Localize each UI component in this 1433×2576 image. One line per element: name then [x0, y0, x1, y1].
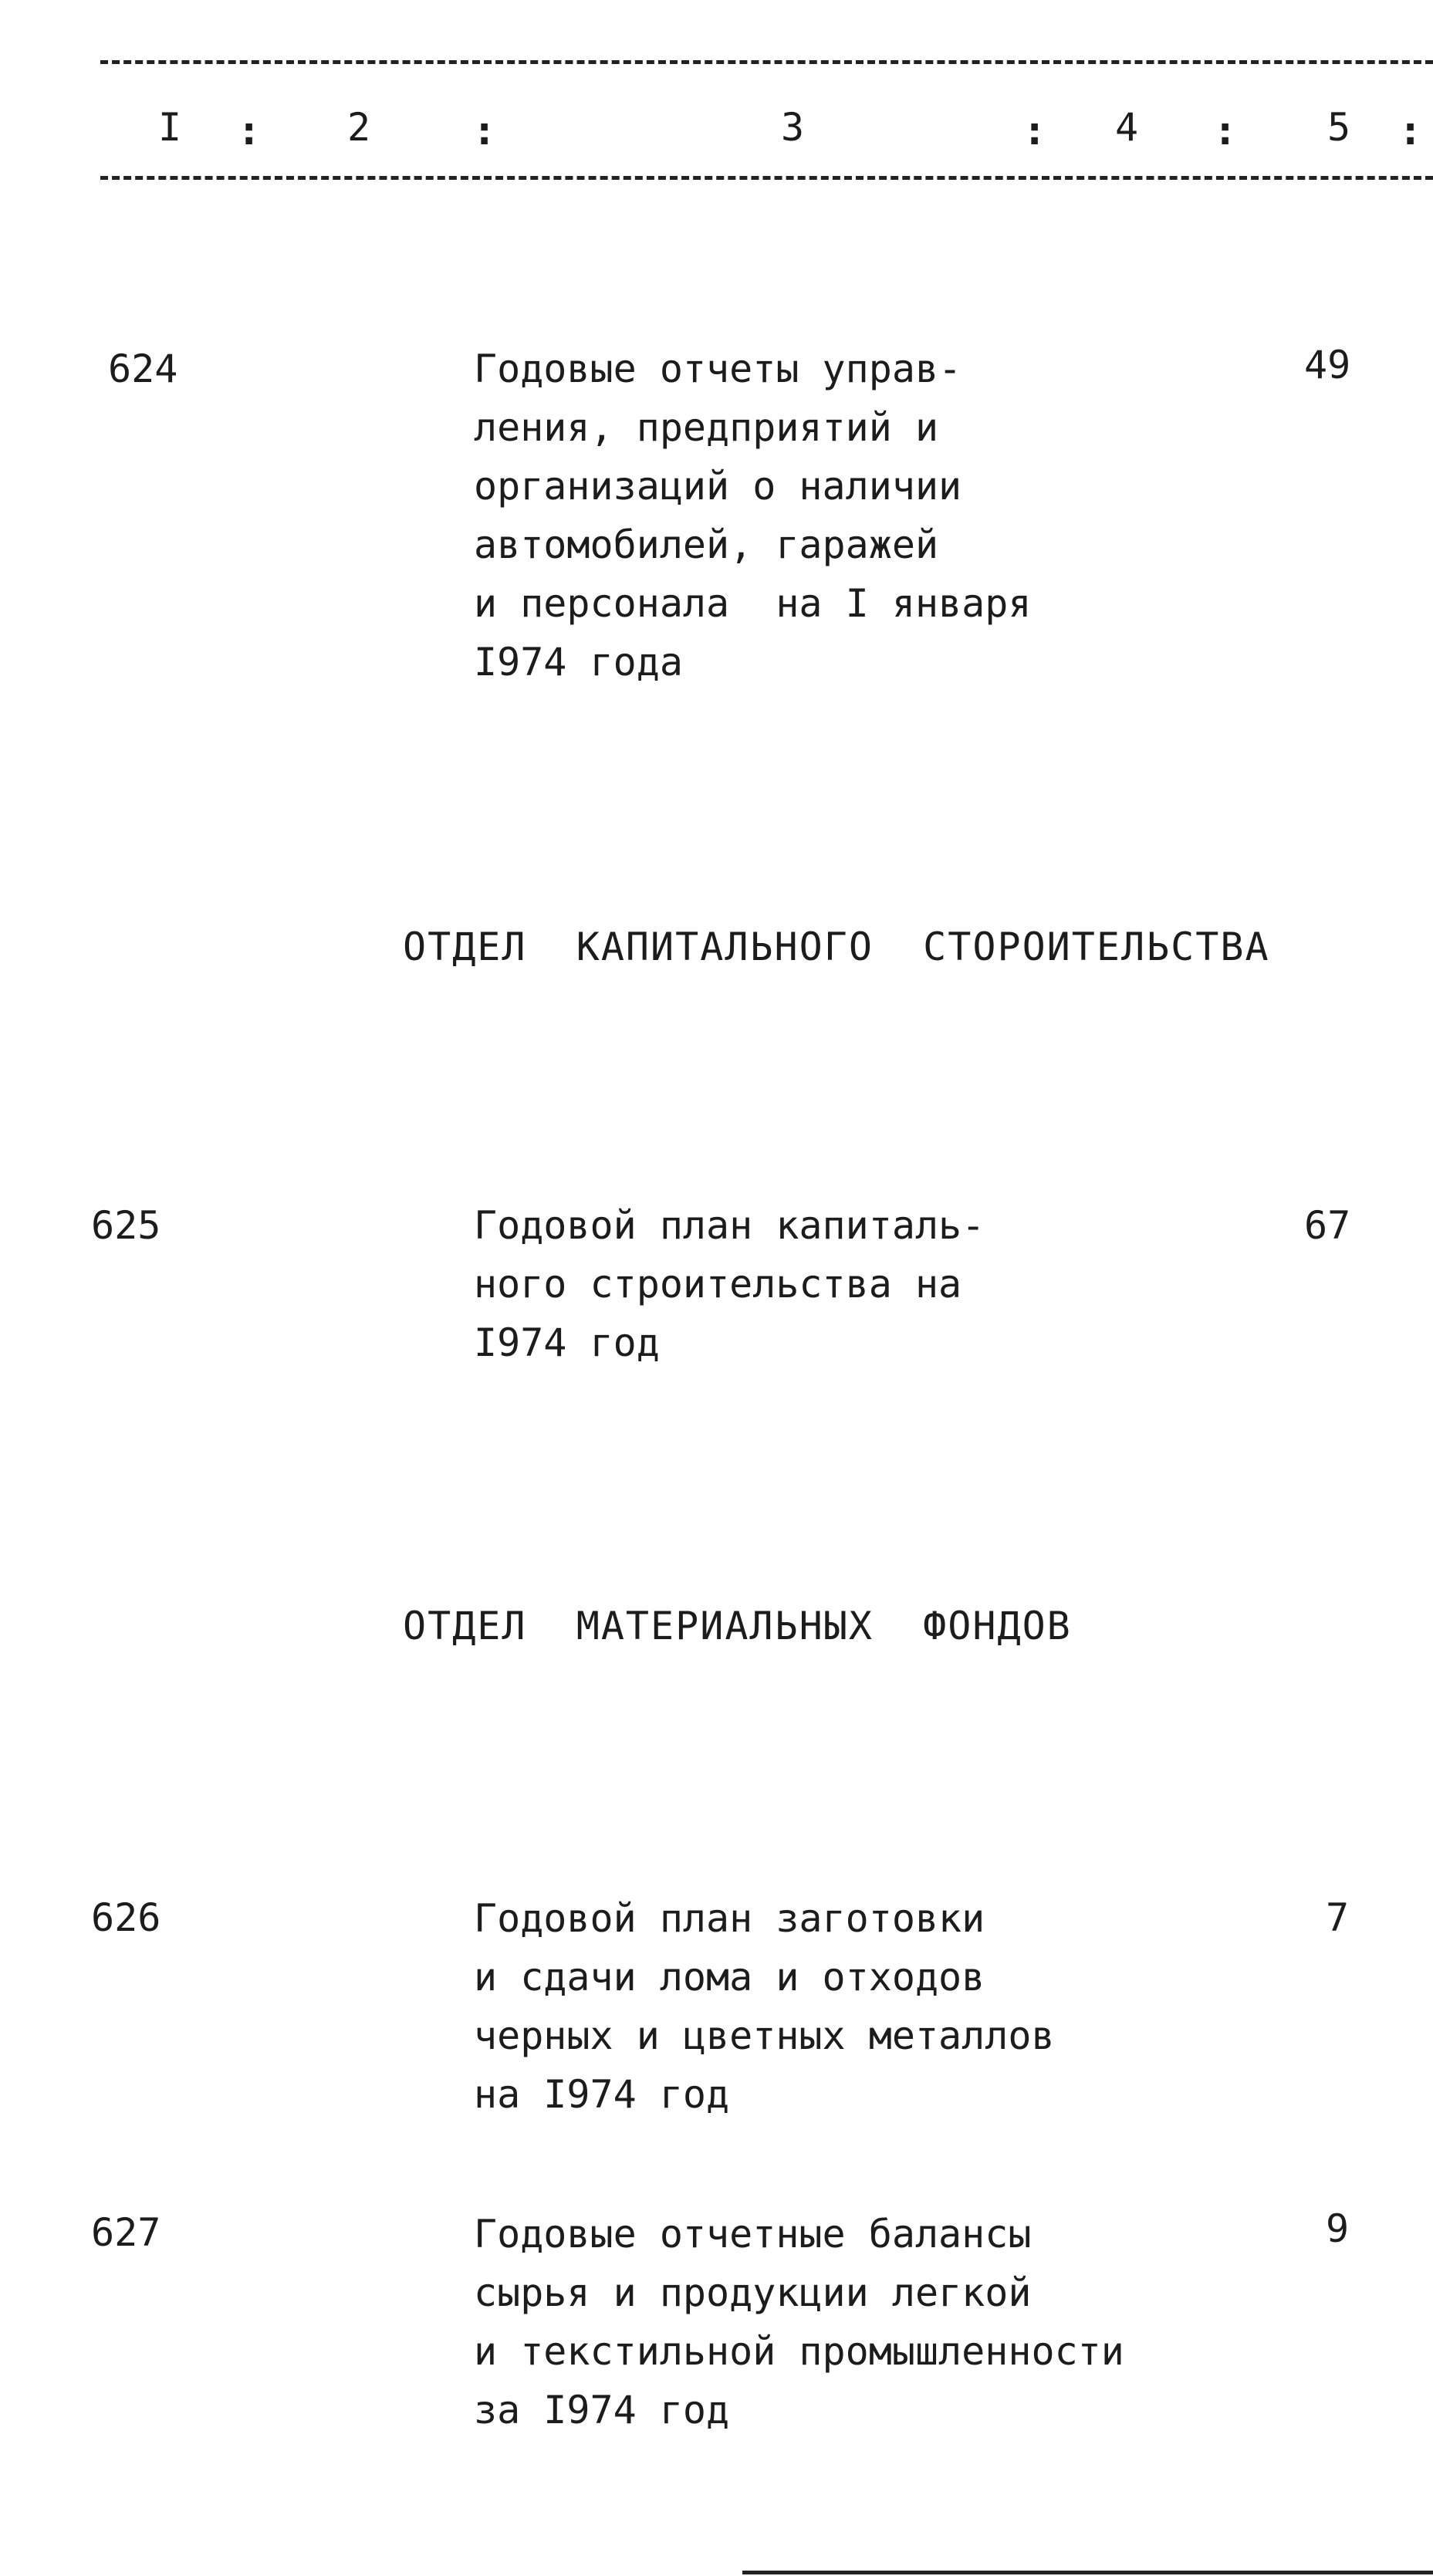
entry-number: 626: [91, 1895, 161, 1940]
entry-number: 624: [108, 347, 178, 391]
entry-title: Годовые отчетные балансы сырья и продукции легкой и текстильной промышленности за I974 год: [474, 2212, 1124, 2432]
column-header-4: 4: [1115, 105, 1139, 150]
entry-sheet-count: 49: [1304, 343, 1351, 387]
footer-rule: [742, 2571, 1433, 2574]
entry-sheet-count: 67: [1304, 1203, 1351, 1248]
column-separator: :: [1398, 108, 1423, 154]
entry-title: Годовой план заготовки и сдачи лома и отходов черных и цветных металлов на I974 год: [474, 1896, 1055, 2117]
column-header-5: 5: [1327, 105, 1351, 150]
entry-sheet-count: 7: [1326, 1895, 1350, 1940]
entry-number: 625: [91, 1203, 161, 1248]
column-header-3: 3: [781, 105, 805, 150]
header-bottom-rule: [100, 176, 1433, 180]
column-header-2: 2: [347, 105, 371, 150]
column-header-1: I: [158, 105, 182, 150]
section-heading: ОТДЕЛ КАПИТАЛЬНОГО СТОРОИТЕЛЬСТВА: [403, 925, 1270, 969]
entry-title: Годовые отчеты управ- ления, предприятий и организаций о наличии автомобилей, гаражей и персонала на I января I974 года: [474, 347, 1032, 685]
entry-number: 627: [91, 2210, 161, 2255]
column-separator: :: [1022, 108, 1047, 154]
column-separator: :: [472, 108, 497, 154]
entry-sheet-count: 9: [1326, 2206, 1350, 2251]
section-heading: ОТДЕЛ МАТЕРИАЛЬНЫХ ФОНДОВ: [403, 1604, 1072, 1648]
column-separator: :: [237, 108, 262, 154]
header-top-rule: [100, 60, 1433, 64]
entry-title: Годовой план капиталь- ного строительства на I974 год: [474, 1203, 985, 1365]
column-separator: :: [1213, 108, 1238, 154]
